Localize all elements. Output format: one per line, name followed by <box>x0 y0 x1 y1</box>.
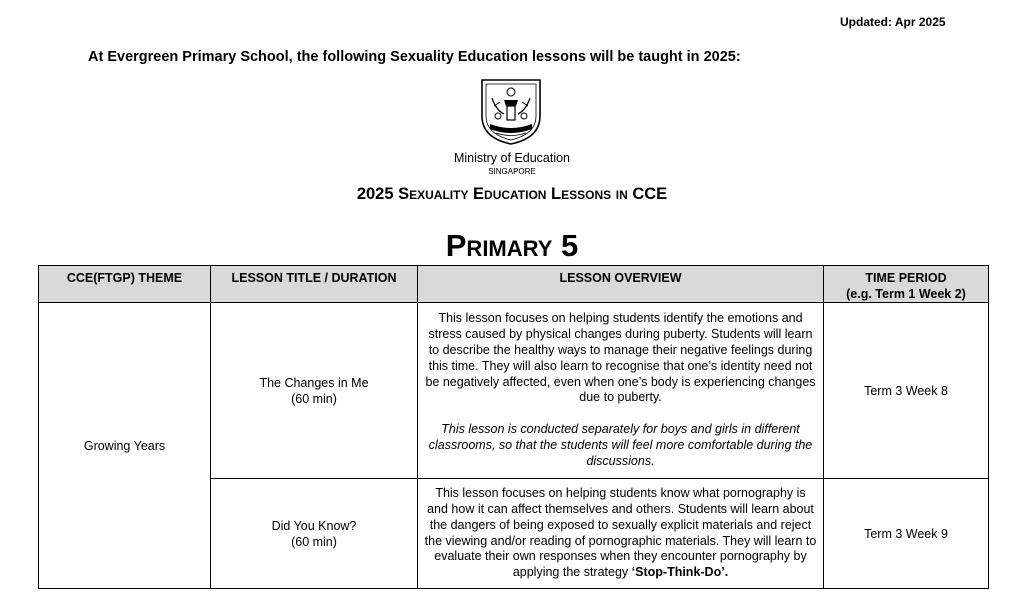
lesson-title: Did You Know? <box>271 518 357 533</box>
table-header-row <box>39 266 989 303</box>
table-row <box>39 303 989 479</box>
lesson-duration: (60 min) <box>291 391 337 406</box>
header-theme: CCE(FTGP) THEME <box>39 266 211 303</box>
ministry-name: Ministry of Education <box>453 151 571 165</box>
moe-crest-logo <box>478 76 544 146</box>
lesson-overview-text: This lesson focuses on helping students identify the emotions and stress caused by physical changes during puberty. Students will learn to describe the healthy ways to manage their negative feelings during this time. They will also learn to recognise that one’s identity need not be negatively affected, even when one’s body is experiencing changes due to puberty. <box>425 311 816 405</box>
level-title: Primary 5 <box>445 228 579 263</box>
lesson-title-cell <box>211 479 418 589</box>
header-time-example: (e.g. Term 1 Week 2) <box>846 287 966 301</box>
header-time-label: TIME PERIOD <box>865 271 947 285</box>
lesson-overview-paragraph <box>424 486 817 581</box>
lesson-title-cell <box>211 303 418 479</box>
ministry-country: SINGAPORE <box>488 167 536 176</box>
lesson-duration: (60 min) <box>291 534 337 549</box>
lesson-note-text: This lesson is conducted separately for boys and girls in different classrooms, so that the students will feel more comfortable during the discussions. <box>428 422 813 468</box>
theme-cell: Growing Years <box>39 303 211 589</box>
lesson-overview-text: This lesson focuses on helping students know what pornography is and how it can affect themselves and others. Students will learn about the dangers of being exposed to sexually explicit materials and reject the viewing and/or reading of pornographic materials. They will learn to evaluate their own responses when they encounter pornography by applying the strategy <box>424 486 817 580</box>
time-period-cell: Term 3 Week 9 <box>824 479 989 589</box>
strategy-name: ‘Stop-Think-Do’. <box>631 565 729 580</box>
intro-text: At Evergreen Primary School, the following Sexuality Education lessons will be taught in 2025: <box>88 49 741 65</box>
time-period-cell: Term 3 Week 8 <box>824 303 989 479</box>
lessons-table <box>38 265 989 589</box>
lesson-overview-cell <box>418 303 824 479</box>
header-overview: LESSON OVERVIEW <box>418 266 824 303</box>
lesson-title: The Changes in Me <box>259 375 369 390</box>
updated-date: Updated: Apr 2025 <box>840 15 946 29</box>
header-time <box>824 266 989 303</box>
document-title: 2025 Sexuality Education Lessons in CCE <box>356 185 668 203</box>
header-lesson: LESSON TITLE / DURATION <box>211 266 418 303</box>
lesson-overview-cell <box>418 479 824 589</box>
